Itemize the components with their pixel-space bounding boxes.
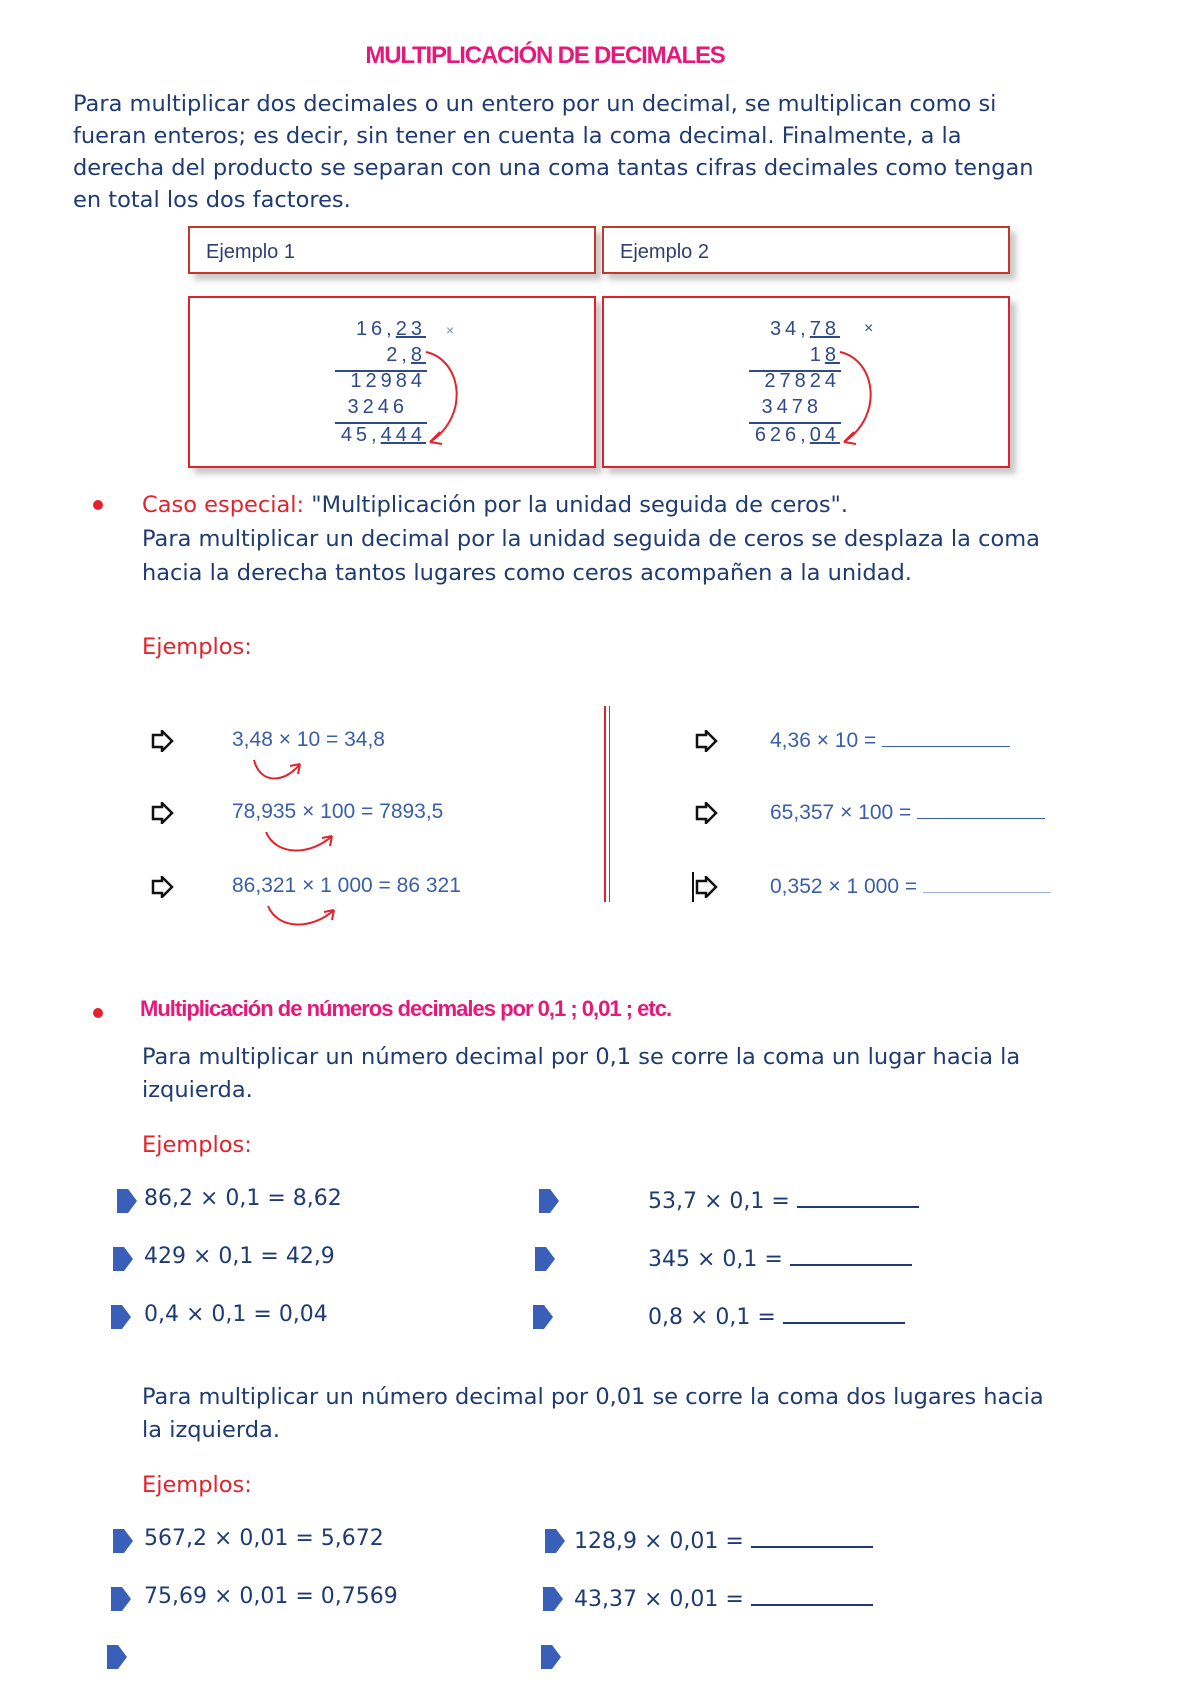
factor-1: 16,23 xyxy=(355,318,426,340)
example-solved: 86,321 × 1 000 = 86 321 xyxy=(232,874,461,897)
partial-product-2: 3246 xyxy=(347,396,408,418)
special-case-text: Para multiplicar un decimal por la unidad seguida de ceros se desplaza la coma xyxy=(142,526,1040,552)
hundredths-text: Para multiplicar un número decimal por 0,01 se corre la coma dos lugares hacia xyxy=(142,1384,1044,1410)
examples-label: Ejemplos: xyxy=(142,634,252,660)
special-case-text: hacia la derecha tantos lugares como ceros acompañen a la unidad. xyxy=(142,560,912,586)
example-1-header: Ejemplo 1 xyxy=(188,226,596,274)
partial-product-1: 27824 xyxy=(764,370,840,392)
bullet-icon xyxy=(93,1008,103,1018)
pentagon-bullet-icon xyxy=(544,1528,566,1554)
partial-product-1: 12984 xyxy=(350,370,426,392)
answer-blank[interactable] xyxy=(923,874,1051,893)
answer-blank[interactable] xyxy=(783,1302,905,1324)
intro-line: fueran enteros; es decir, sin tener en cuenta la coma decimal. Finalmente, a la xyxy=(73,123,962,149)
curved-arrow-icon xyxy=(422,346,472,450)
intro-line: en total los dos factores. xyxy=(73,187,351,213)
intro-line: derecha del producto se separan con una coma tantas cifras decimales como tengan xyxy=(73,155,1034,181)
answer-blank[interactable] xyxy=(882,728,1010,747)
exercise: 53,7 × 0,1 = xyxy=(648,1186,919,1214)
factor-2: 2,8 xyxy=(386,344,426,366)
example-solved: 3,48 × 10 = 34,8 xyxy=(232,728,385,751)
examples-label: Ejemplos: xyxy=(142,1472,252,1498)
example-solved: 429 × 0,1 = 42,9 xyxy=(144,1244,335,1269)
pentagon-bullet-icon xyxy=(112,1246,134,1272)
tenths-text: izquierda. xyxy=(142,1077,253,1103)
pentagon-bullet-icon xyxy=(106,1644,128,1670)
curved-arrow-icon xyxy=(836,346,886,450)
arrow-bullet-icon xyxy=(694,802,718,824)
intro-paragraph xyxy=(73,88,1123,216)
tenths-text: Para multiplicar un número decimal por 0,1 se corre la coma un lugar hacia la xyxy=(142,1044,1021,1070)
curved-arrow-icon xyxy=(262,900,342,934)
exercise: 65,357 × 100 = xyxy=(770,800,1045,825)
result: 45,444 xyxy=(340,424,426,446)
answer-blank[interactable] xyxy=(917,800,1045,819)
pentagon-bullet-icon xyxy=(110,1304,132,1330)
example-solved: 0,4 × 0,1 = 0,04 xyxy=(144,1302,328,1327)
exercise: 43,37 × 0,01 = xyxy=(574,1584,873,1612)
arrow-bullet-icon xyxy=(694,730,718,752)
example-2-box xyxy=(602,296,1010,468)
answer-blank[interactable] xyxy=(790,1244,912,1266)
result: 626,04 xyxy=(754,424,840,446)
examples-label: Ejemplos: xyxy=(142,1132,252,1158)
pentagon-bullet-icon xyxy=(534,1246,556,1272)
answer-blank[interactable] xyxy=(751,1526,873,1548)
divider xyxy=(604,706,606,902)
example-2-header: Ejemplo 2 xyxy=(602,226,1010,274)
factor-1: 34,78 xyxy=(769,318,840,340)
exercise: 128,9 × 0,01 = xyxy=(574,1526,873,1554)
divider xyxy=(609,706,610,902)
multiply-sign: × xyxy=(864,320,878,337)
curved-arrow-icon xyxy=(248,754,308,788)
arrow-bullet-icon xyxy=(150,802,174,824)
exercise: 0,352 × 1 000 = xyxy=(770,874,1051,899)
special-case-line: Caso especial: "Multiplicación por la unidad seguida de ceros". xyxy=(142,492,849,518)
example-solved: 86,2 × 0,1 = 8,62 xyxy=(144,1186,342,1211)
intro-line: Para multiplicar dos decimales o un entero por un decimal, se multiplican como si xyxy=(73,91,997,117)
exercise: 345 × 0,1 = xyxy=(648,1244,912,1272)
bullet-icon xyxy=(93,500,103,510)
pentagon-bullet-icon xyxy=(110,1586,132,1612)
answer-blank[interactable] xyxy=(751,1584,873,1606)
section-heading: Multiplicación de números decimales por 0,1 ; 0,01 ; etc. xyxy=(140,996,672,1021)
pentagon-bullet-icon xyxy=(542,1586,564,1612)
pentagon-bullet-icon xyxy=(538,1188,560,1214)
page-title: MULTIPLICACIÓN DE DECIMALES xyxy=(365,42,725,69)
example-solved: 567,2 × 0,01 = 5,672 xyxy=(144,1526,384,1551)
arrow-bullet-icon xyxy=(150,730,174,752)
pentagon-bullet-icon xyxy=(112,1528,134,1554)
pentagon-bullet-icon xyxy=(532,1304,554,1330)
factor-2: 18 xyxy=(809,344,840,366)
pentagon-bullet-icon xyxy=(116,1188,138,1214)
text-cursor xyxy=(692,872,694,902)
multiply-sign: × xyxy=(446,322,459,338)
arrow-bullet-icon xyxy=(694,876,718,898)
exercise: 0,8 × 0,1 = xyxy=(648,1302,905,1330)
curved-arrow-icon xyxy=(260,826,340,860)
hundredths-text: la izquierda. xyxy=(142,1417,280,1443)
example-1-box xyxy=(188,296,596,468)
answer-blank[interactable] xyxy=(797,1186,919,1208)
arrow-bullet-icon xyxy=(150,876,174,898)
example-solved: 78,935 × 100 = 7893,5 xyxy=(232,800,444,823)
exercise: 4,36 × 10 = xyxy=(770,728,1010,753)
example-solved: 75,69 × 0,01 = 0,7569 xyxy=(144,1584,398,1609)
pentagon-bullet-icon xyxy=(540,1644,562,1670)
partial-product-2: 3478 xyxy=(761,396,822,418)
